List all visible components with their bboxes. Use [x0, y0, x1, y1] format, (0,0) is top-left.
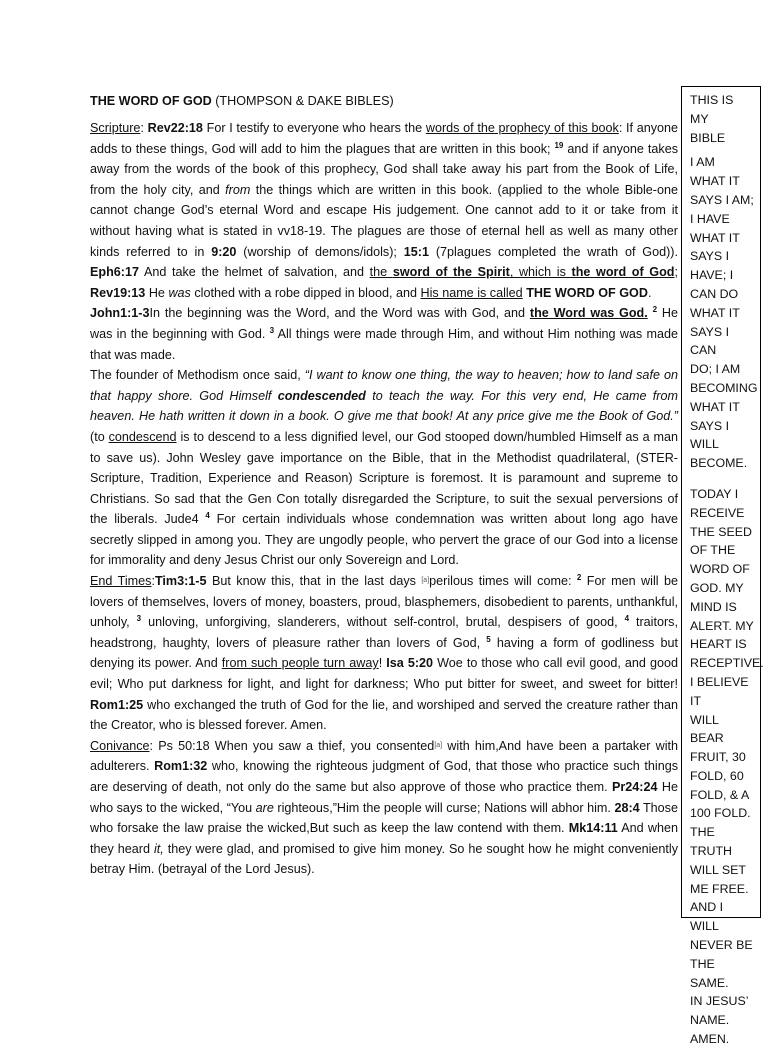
text-run: Isa 5:20 — [386, 656, 434, 671]
text-run: with him,And have been a partaker with adulterers. — [90, 738, 678, 774]
declaration-i-am — [690, 153, 758, 473]
verse-number: 2 — [576, 573, 582, 583]
declaration-line: TODAY I — [690, 486, 739, 501]
declaration-line: WILL SET — [690, 862, 746, 877]
text-run: ! — [378, 656, 387, 671]
text-run: unloving, unforgiving, slanderers, without self-control, brutal, despisers of good, — [141, 615, 625, 630]
declaration-line: I BELIEVE IT — [690, 674, 749, 708]
text-run: are — [255, 800, 274, 815]
text-run: Rom1:25 — [90, 697, 144, 712]
verse-number: 5 — [486, 634, 491, 644]
text-run: Mk14:11 — [568, 821, 618, 836]
text-run: ; — [674, 265, 678, 280]
text-run: to teach the way. For this very end, He came from heaven. He hath written it down in a book. O give me that book! At any price give me the Book of God.” — [90, 388, 678, 424]
verse-number: 4 — [624, 614, 630, 624]
text-run: who exchanged the truth of God for the lie, and worshiped and served the creature rather than the Creator, who is blessed forever. Amen. — [90, 697, 678, 733]
text-run: He was in the beginning with God. — [90, 306, 678, 341]
text-run: the — [369, 265, 393, 280]
text-run: : Ps 50:18 When you saw a thief, you consented — [149, 738, 435, 753]
text-run: Rev22:18 — [147, 121, 203, 135]
declaration-line: BECOMING — [690, 380, 758, 395]
declaration-line: CAN DO — [690, 286, 739, 301]
text-run: who, knowing the righteous judgment of God, that those who practice such things are deserving of death, not only do the same but also approve of those who practice them. — [90, 759, 679, 794]
text-run: (worship of demons/idols); — [236, 244, 404, 259]
title-bold: THE WORD OF GOD — [90, 94, 212, 108]
declaration-line: WHAT IT — [690, 230, 740, 245]
main-text-column — [90, 92, 678, 880]
text-run: the word of God — [571, 265, 675, 280]
declaration-line: WHAT IT — [690, 305, 740, 320]
text-run: Rom1:32 — [154, 759, 208, 774]
declaration-line: AMEN. — [690, 1032, 730, 1047]
verse-number: 4 — [205, 511, 210, 521]
verse-number: 2 — [652, 305, 658, 315]
declaration-line: AND I WILL — [690, 900, 724, 934]
text-run: 9:20 — [211, 244, 237, 259]
text-run: (to — [90, 429, 109, 444]
declaration-line: FRUIT, 30 — [690, 750, 746, 765]
text-run: : — [140, 121, 148, 135]
declaration-line: HEART IS — [690, 637, 747, 652]
text-run: Scripture — [90, 121, 141, 135]
declaration-line: THE SAME. — [690, 956, 729, 990]
declaration-line: RECEPTIVE. — [690, 656, 764, 671]
text-run: sword of the Spirit — [392, 265, 510, 280]
text-run: He who says to the wicked, “You — [90, 780, 678, 815]
text-run: , which is — [509, 265, 572, 280]
declaration-line: RECEIVE — [690, 505, 745, 520]
text-run: condescended — [277, 388, 366, 403]
declaration-line: BECOME. — [690, 456, 748, 471]
text-run: the Word was God. — [529, 306, 648, 321]
declaration-line: 100 FOLD. — [690, 806, 751, 821]
text-run: End Times — [90, 574, 152, 589]
declaration-line: WILL BEAR — [690, 712, 724, 746]
text-run: from — [225, 182, 251, 197]
declaration-line: OF THE — [690, 543, 736, 558]
declaration-box — [681, 86, 764, 1047]
text-run: was — [168, 285, 191, 300]
declaration-line: MIND IS — [690, 599, 737, 614]
declaration-line: ALERT. MY — [690, 618, 754, 633]
declaration-heading — [690, 91, 754, 147]
text-run: 28:4 — [614, 800, 640, 815]
text-run: having a form of godliness but denying its power. And — [90, 635, 678, 671]
text-run: For certain individuals whose condemnation was written about long ago have secretly slipped in among you. They are ungodly people, who pervert the grace of our God into a license for immorality and deny Jesus Christ our only Sovereign and Lord. — [90, 512, 679, 568]
declaration-line: THE SEED — [690, 524, 752, 539]
declaration-line: ME FREE. — [690, 881, 749, 896]
text-run: and if anyone takes away from the words of the book of this prophecy, God shall take away his part from the Book of Life, from the holy city, and — [90, 141, 679, 197]
text-run: But know this, that in the last days — [206, 574, 422, 589]
declaration-line: SAYS I AM; — [690, 192, 754, 207]
text-run: they were glad, and promised to give him money. So he sought how he might conveniently betray Him. (betrayal of the Lord Jesus). — [90, 841, 678, 877]
declaration-line: SAYS I — [690, 249, 730, 264]
text-run: condescend — [108, 429, 177, 444]
paragraph-end-times — [90, 571, 678, 736]
text-run: clothed with a robe dipped in blood, and — [190, 285, 421, 300]
document-title — [90, 92, 678, 110]
text-run: His name is called — [420, 285, 523, 300]
declaration-line: WHAT IT — [690, 399, 740, 414]
text-run: Those who forsake the law praise the wicked,But such as keep the law contend with them. — [90, 800, 678, 836]
declaration-line: I HAVE — [690, 211, 730, 226]
title-rest: (THOMPSON & DAKE BIBLES) — [211, 94, 394, 108]
paragraph-methodism — [90, 365, 678, 571]
paragraph-list — [90, 118, 678, 880]
text-run: is to descend to a less dignified level, our God stooped down/humbled Himself as a man to save us). John Wesley gave importance on the Bible, that in the Methodist quadrilateral, (STER-Scripture, Tradition, Experience and Reason) Scripture is foremost. It is paramount and supreme to Christians. So sad that the Gen Con totally disregarded the Scripture, to suit the sexual perversions of the liberals. Jude4 — [90, 429, 678, 527]
text-run: The founder of Methodism once said, — [90, 368, 305, 383]
text-run: righteous,”Him the people will curse; Nations will abhor him. — [273, 800, 615, 815]
paragraph-scripture — [90, 118, 678, 303]
text-run: Rev19:13 — [90, 285, 146, 300]
declaration-today — [690, 485, 764, 1049]
text-run: In the beginning was the Word, and the Word was with God, and — [149, 306, 530, 321]
text-run: For I testify to everyone who hears the — [202, 121, 426, 135]
verse-number: 19 — [554, 140, 564, 150]
declaration-line: I AM — [690, 155, 715, 170]
text-run: And take the helmet of salvation, and — [139, 265, 370, 280]
declaration-line: SAYS I WILL — [690, 418, 730, 452]
text-run: words of the prophecy of this book — [425, 121, 619, 135]
declaration-line: THIS IS MY — [690, 93, 734, 126]
text-run: He — [145, 285, 169, 300]
paragraph-conivance — [90, 736, 678, 880]
verse-number: 3 — [136, 614, 142, 624]
text-run: All things were made through Him, and without Him nothing was made that was made. — [90, 326, 678, 362]
declaration-line: IN JESUS’ — [690, 994, 749, 1009]
declaration-line: FOLD, 60 — [690, 768, 744, 783]
paragraph-john — [90, 303, 678, 365]
footnote-ref: [a] — [421, 577, 430, 585]
text-run: traitors, headstrong, haughty, lovers of pleasure rather than lovers of God, — [90, 615, 678, 650]
declaration-line: BIBLE — [690, 130, 726, 145]
declaration-line: WHAT IT — [690, 174, 740, 189]
text-run: Pr24:24 — [611, 780, 658, 794]
text-run: 15:1 — [403, 244, 429, 259]
declaration-line: HAVE; I — [690, 268, 734, 283]
text-run: perilous times will come: — [429, 574, 577, 589]
text-run: the things which are written in this book. (applied to the whole Bible-one cannot change God’s eternal Word and escape His judgement. One cannot add to it or take from it without having what is stated in vv18-19. The plagues are those of eternal hell as well as many other kinds referred to in — [90, 182, 678, 259]
declaration-line: NAME. — [690, 1013, 730, 1028]
text-run: John1:1-3 — [90, 306, 150, 321]
declaration-line: NEVER BE — [690, 938, 753, 953]
text-run: THE WORD OF GOD — [526, 285, 648, 300]
verse-number: 3 — [269, 325, 275, 335]
footnote-ref: [a] — [434, 741, 443, 749]
declaration-line: THE TRUTH — [690, 825, 732, 859]
declaration-line: DO; I AM — [690, 362, 741, 377]
text-run: For men will be lovers of themselves, lovers of money, boasters, proud, blasphemers, disobedient to parents, unthankful, unholy, — [90, 574, 678, 630]
text-run: Tim3:1-5 — [154, 574, 207, 589]
declaration-line: GOD. MY — [690, 580, 744, 595]
text-run: And when they heard — [90, 821, 678, 856]
declaration-line: FOLD, & A — [690, 787, 750, 802]
text-run: (7plagues completed the wrath of God)). — [429, 244, 678, 259]
text-run: Conivance — [90, 738, 150, 753]
text-run: “I want to know one thing, the way to heaven; how to land safe on that happy shore. God Himself — [90, 368, 679, 403]
text-run: Eph6:17 — [90, 265, 139, 280]
declaration-line: WORD OF — [690, 562, 750, 577]
text-run: : If anyone adds to these things, God will add to him the plagues that are written in this book; — [90, 121, 679, 156]
text-run: . — [647, 285, 652, 300]
text-run: from such people turn away — [221, 656, 379, 671]
text-run: Woe to those who call evil good, and good evil; Who put darkness for light, and light for darkness; Who put bitter for sweet, and sweet for bitter! — [90, 656, 678, 692]
text-run: : — [151, 574, 155, 589]
declaration-line: SAYS I CAN — [690, 324, 730, 358]
text-run: it, — [153, 841, 164, 856]
